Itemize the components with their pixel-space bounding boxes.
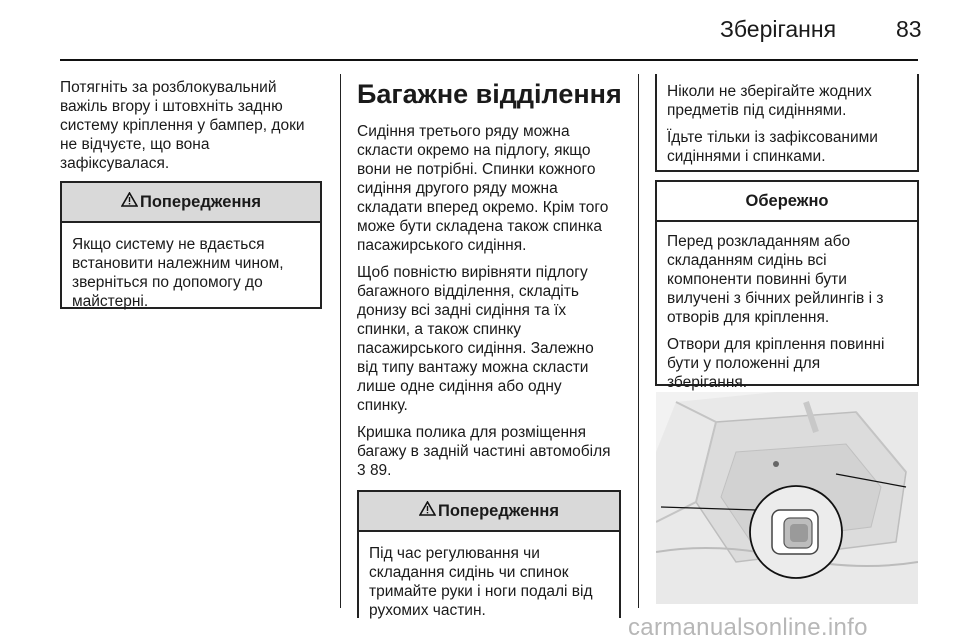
caution-body: Перед розкладанням або складанням сидінь всі компоненти повинні бути вилучені з бічних рейлингів і з отворів для кріплення. Отвори для кріплення повинні бути у положенні для зберігання.	[667, 233, 885, 391]
paragraph-seats: Сидіння третього ряду можна скласти окремо на підлогу, якщо вони не потрібні. Спинки кожного сидіння другого ряду можна складати вперед окремо. Крім того може бути складена також спинка пасажирського сидіння.	[357, 123, 609, 254]
column-divider-2	[638, 74, 639, 608]
warning-body-2: Під час регулювання чи складання сидінь чи спинок тримайте руки і ноги подалі від рухомих частин.	[369, 545, 593, 619]
continued-warning-box: Ніколи не зберігайте жодних предметів під сидіннями. Їдьте тільки із зафіксованими сидіннями і спинками.	[655, 74, 919, 172]
caution-header	[657, 182, 917, 222]
warning-box-2	[357, 490, 621, 618]
crossref-arrow-icon: 3	[357, 462, 366, 479]
section-title: Зберігання	[720, 16, 837, 42]
column-3	[655, 74, 919, 391]
section-heading: Багажне відділення	[357, 79, 622, 109]
crossref-link[interactable]: 89.	[369, 462, 392, 479]
column-2	[357, 78, 623, 618]
cargo-area-illustration	[656, 392, 918, 604]
page-number: 83	[896, 16, 922, 42]
caution-box	[655, 180, 919, 391]
warning-triangle-icon	[419, 501, 436, 521]
column-1	[60, 78, 322, 309]
warning-triangle-icon	[121, 192, 138, 212]
cargo-area-drawing	[656, 392, 918, 604]
warning-body: Якщо систему не вдається встановити належним чином, зверніться по допомогу до майстерні.	[72, 236, 284, 310]
warning-title: Попередження	[139, 192, 262, 211]
warning-header-2	[359, 492, 619, 532]
column-divider-1	[340, 74, 341, 608]
warning-title-2: Попередження	[437, 501, 560, 520]
watermark: carmanualsonline.info	[628, 614, 868, 641]
caution-title: Обережно	[745, 191, 829, 210]
warning-header	[62, 183, 320, 223]
intro-paragraph: Потягніть за розблокувальний важіль вгору і штовхніть задню систему кріплення у бампер, доки не відчуєте, що вона зафіксувалася.	[60, 79, 305, 172]
paragraph-cover: Кришка полика для розміщення багажу в задній частині автомобіля 3 89.	[357, 424, 611, 479]
paragraph-floor: Щоб повністю вирівняти підлогу багажного відділення, складіть донизу всі задні сидіння та їх спинки, а також спинку пасажирського сидіння. Залежно від типу вантажу можна скласти лише одне сидіння або одну спинку.	[357, 264, 594, 414]
warning-box	[60, 181, 322, 309]
header-rule	[60, 59, 918, 61]
